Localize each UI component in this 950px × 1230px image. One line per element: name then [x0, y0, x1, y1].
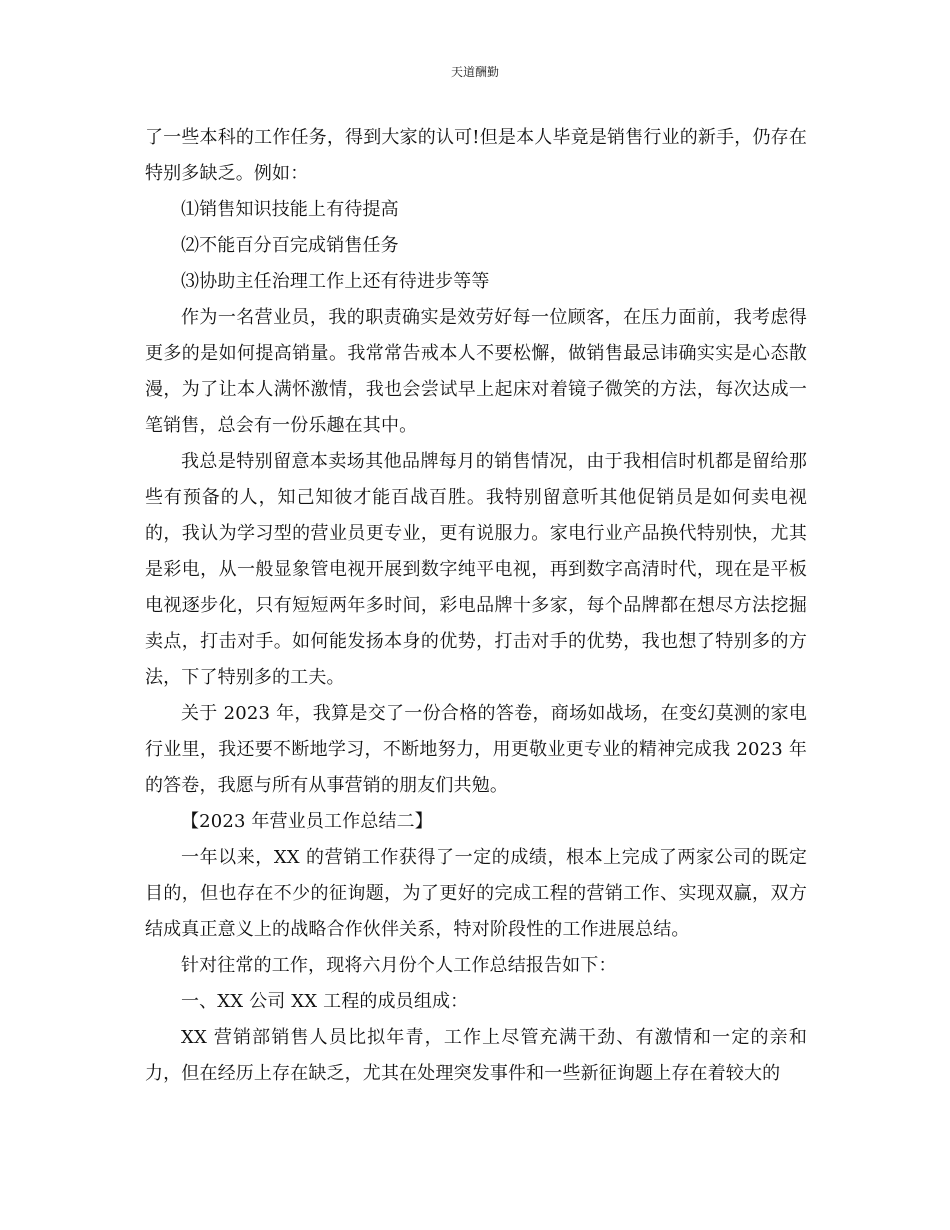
- paragraph-7: XX 营销部销售人员比拟年青，工作上尽管充满干劲、有激情和一定的亲和力，但在经历上存在缺乏，尤其在处理突发事件和一些新征询题上存在着较大的: [145, 1027, 807, 1084]
- page-header: 天道酬勤: [450, 65, 499, 79]
- list-item-2: ⑵不能百分百完成销售任务: [181, 235, 399, 256]
- paragraph-3: 我总是特别留意本卖场其他品牌每月的销售情况，由于我相信时机都是留给那些有预备的人，知己知彼才能百战百胜。我特别留意听其他促销员是如何卖电视的，我认为学习型的营业员更专业，更有说服力。家电行业产品换代特别快，尤其是彩电，从一般显象管电视开展到数字纯平电视，再到数字高清时代，现在是平板电视逐步化，只有短短两年多时间，彩电品牌十多家，每个品牌都在想尽方法挖掘卖点，打击对手。如何能发扬本身的优势，打击对手的优势，我也想了特别多的方法，下了特别多的工夫。: [145, 451, 807, 688]
- document-body: [145, 120, 807, 1092]
- paragraph-5: 一年以来，XX 的营销工作获得了一定的成绩，根本上完成了两家公司的既定目的，但也存在不少的征询题，为了更好的完成工程的营销工作、实现双赢，双方结成真正意义上的战略合作伙伴关系，特对阶段性的工作进展总结。: [145, 847, 807, 940]
- paragraph-6: 针对往常的工作，现将六月份个人工作总结报告如下：: [181, 955, 617, 976]
- list-item-1: ⑴销售知识技能上有待提高: [181, 199, 399, 220]
- paragraph-4: 关于 2023 年，我算是交了一份合格的答卷，商场如战场，在变幻莫测的家电行业里，我还要不断地学习，不断地努力，用更敬业更专业的精神完成我 2023 年的答卷，我愿与所有从事营销的朋友们共勉。: [145, 703, 807, 796]
- paragraph-1: 了一些本科的工作任务，得到大家的认可!但是本人毕竟是销售行业的新手，仍存在特别多缺乏。例如：: [145, 127, 807, 184]
- section-heading: 【2023 年营业员工作总结二】: [181, 811, 433, 832]
- subheading-1: 一、XX 公司 XX 工程的成员组成：: [181, 991, 469, 1012]
- list-item-3: ⑶协助主任治理工作上还有待进步等等: [181, 271, 490, 292]
- paragraph-2: 作为一名营业员，我的职责确实是效劳好每一位顾客，在压力面前，我考虑得更多的是如何提高销量。我常常告戒本人不要松懈，做销售最忌讳确实实是心态散漫，为了让本人满怀激情，我也会尝试早上起床对着镜子微笑的方法，每次达成一笔销售，总会有一份乐趣在其中。: [145, 307, 807, 436]
